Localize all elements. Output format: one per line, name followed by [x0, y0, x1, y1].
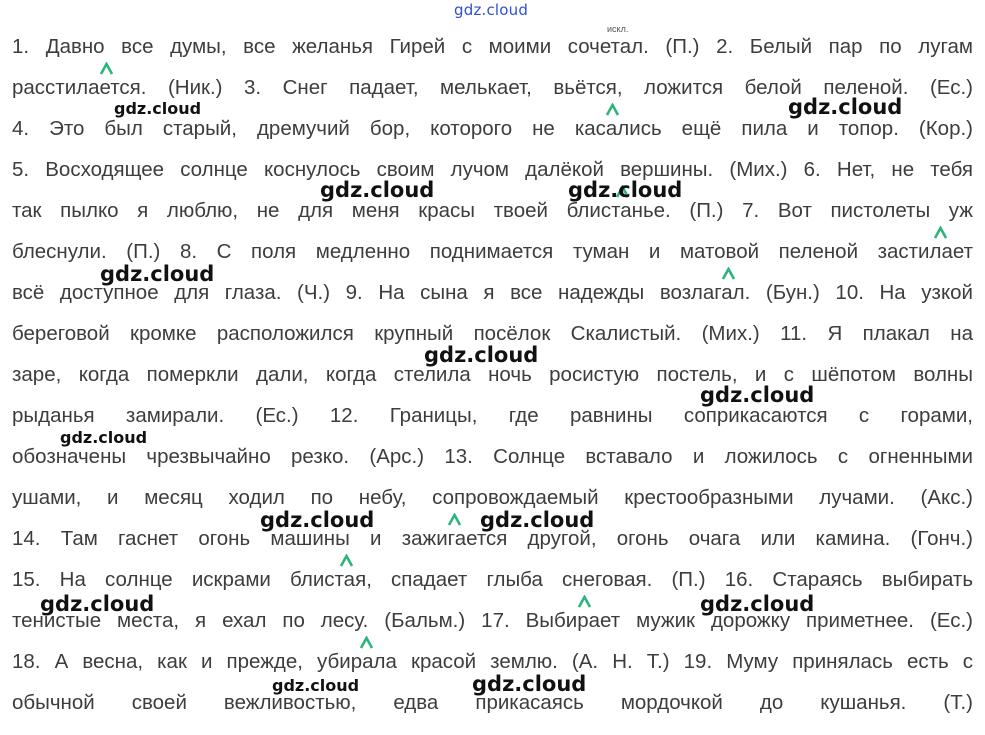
watermark: gdz.cloud	[472, 672, 587, 696]
text-line: расстилается. (Ник.) 3. Снег падает, мелькает, вьётся, ложится белой пеленой. (Ес.)	[12, 76, 973, 99]
text-line: обозначены чрезвычайно резко. (Арс.) 13. Солнце вставало и ложилось с огненными	[12, 445, 973, 468]
text-line: тенистые места, я ехал по лесу. (Бальм.) 17. Выбирает мужик дорожку приметнее. (Ес.)	[12, 609, 973, 632]
watermark: gdz.cloud	[700, 383, 815, 407]
caret-mark	[100, 62, 113, 76]
text-line: обычной своей вежливостью, едва прикасаясь мордочкой до кушанья. (Т.)	[12, 691, 973, 714]
text-line: блеснули. (П.) 8. С поля медленно поднимается туман и матовой пеленой застилает	[12, 240, 973, 263]
caret-mark	[722, 267, 735, 281]
watermark: gdz.cloud	[424, 343, 539, 367]
text-line: 14. Там гаснет огонь машины и зажигается другой, огонь очага или камина. (Гонч.)	[12, 527, 973, 550]
text-line: 15. На солнце искрами блистая, спадает глыба снеговая. (П.) 16. Стараясь выбирать	[12, 568, 973, 591]
text-line: так пылко я люблю, не для меня красы твоей блистанье. (П.) 7. Вот пистолеты уж	[12, 199, 973, 222]
text-line: всё доступное для глаза. (Ч.) 9. На сына я все надежды возлагал. (Бун.) 10. На узкой	[12, 281, 973, 304]
text-line: заре, когда померкли дали, когда стелила ночь росистую постель, и с шёпотом волны	[12, 363, 973, 386]
watermark: gdz.cloud	[260, 508, 375, 532]
text-line: береговой кромке расположился крупный посёлок Скалистый. (Мих.) 11. Я плакал на	[12, 322, 973, 345]
watermark: gdz.cloud	[788, 95, 903, 119]
watermark: gdz.cloud	[700, 592, 815, 616]
text-line: 18. А весна, как и прежде, убирала красой землю. (А. Н. Т.) 19. Муму принялась есть с	[12, 650, 973, 673]
caret-mark	[360, 636, 373, 650]
watermark: gdz.cloud	[568, 178, 683, 202]
text-line: 5. Восходящее солнце коснулось своим лучом далёкой вершины. (Мих.) 6. Нет, не тебя	[12, 158, 973, 181]
site-mark: gdz.cloud	[454, 1, 529, 19]
text-line: ушами, и месяц ходил по небу, сопровождаемый крестообразными лучами. (Акс.)	[12, 486, 973, 509]
watermark: gdz.cloud	[272, 676, 360, 695]
text-line: 4. Это был старый, дремучий бор, которого не касались ещё пила и топор. (Кор.)	[12, 117, 973, 140]
watermark: gdz.cloud	[40, 592, 155, 616]
watermark: gdz.cloud	[320, 178, 435, 202]
text-line: 1. Давно все думы, все желанья Гирей с моими сочетал. (П.) 2. Белый пар по лугам	[12, 35, 973, 58]
caret-mark	[606, 103, 619, 117]
exception-note: искл.	[607, 24, 629, 34]
text-line: рыданья замирали. (Ес.) 12. Границы, где равнины соприкасаются с горами,	[12, 404, 973, 427]
caret-mark	[340, 554, 353, 568]
caret-mark	[578, 595, 591, 609]
watermark: gdz.cloud	[480, 508, 595, 532]
watermark: gdz.cloud	[100, 262, 215, 286]
caret-mark	[934, 226, 947, 240]
caret-mark	[448, 513, 461, 527]
watermark: gdz.cloud	[60, 428, 148, 447]
watermark: gdz.cloud	[114, 99, 202, 118]
